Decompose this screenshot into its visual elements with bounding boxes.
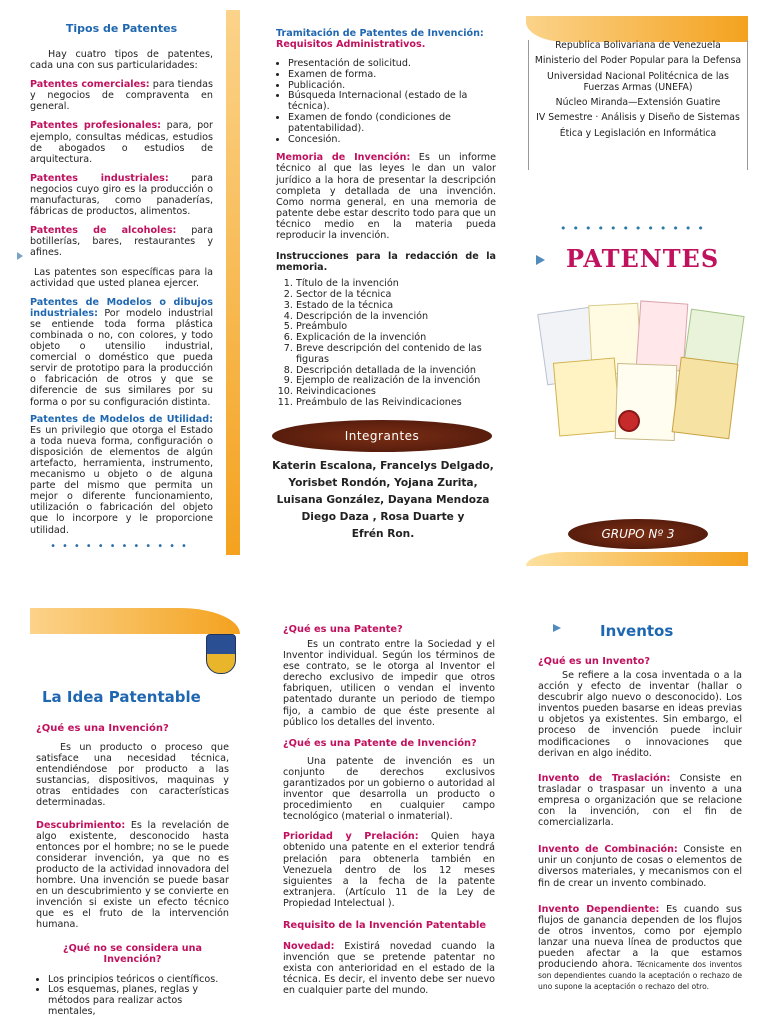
col1-bottom xyxy=(36,723,229,1018)
patent-documents-illustration xyxy=(538,290,750,450)
tramitacion-title xyxy=(276,28,496,50)
def: Quien haya obtenido una patente en el exterior tendrá prelación para obtenerla también en Venezuela dentro de los 12 meses siguientes a la fecha de la patente extranjera. (Artículo 11 de la Ley de Propiedad Intelectual ). xyxy=(283,831,495,909)
crest-icon xyxy=(206,634,236,674)
list-item: • Examen de fondo (condiciones de patentabilidad). xyxy=(288,113,496,135)
tramitacion-title-2: Requisitos Administrativos. xyxy=(276,39,426,50)
list-item: • Publicación. xyxy=(288,81,496,92)
list-item: 7. Breve descripción del contenido de las figuras xyxy=(296,344,496,366)
list-item: 4. Descripción de la invención xyxy=(296,312,496,323)
integrante-line: Luisana González, Dayana Mendoza xyxy=(276,494,490,506)
list-item: • Los esquemas, planes, reglas y métodos para realizar actos mentales, xyxy=(48,985,229,1017)
q-invento: ¿Qué es un Invento? xyxy=(538,656,651,667)
list-item: 11. Preámbulo de las Reivindicaciones xyxy=(296,398,496,409)
grupo-label: GRUPO Nº 3 xyxy=(601,527,675,541)
def: para, por ejemplo, consultas médicas, estudios de abogados o estudios de arquitectura. xyxy=(30,120,213,165)
def: Por modelo industrial se entiende toda forma plástica combinada o no, con colores, y todo objeto o utensilio industrial, comercial o doméstico que pueda servir de prototipo para la producción o fabricación de otros y que se diferencie de sus similares por su forma o por su configuración distinta. xyxy=(30,307,213,408)
header-line: Universidad Nacional Politécnica de las Fuerzas Armas (UNEFA) xyxy=(547,70,729,93)
list-item: 5. Preámbulo xyxy=(296,322,496,333)
idea-orange-swoosh xyxy=(30,608,240,634)
term: Patentes de Modelos o dibujos industriales: xyxy=(30,296,213,319)
no-invencion-list xyxy=(36,975,229,1018)
modelos-utilidad xyxy=(30,414,213,536)
tipos-title: Tipos de Patentes xyxy=(65,22,178,35)
list-item: 9. Ejemplo de realización de la invención xyxy=(296,376,496,387)
list-item: • Presentación de solicitud. xyxy=(288,59,496,70)
col2-bottom xyxy=(283,624,495,1001)
traslacion-text xyxy=(538,773,742,828)
term: Invento de Traslación: xyxy=(538,772,671,784)
grupo-banner xyxy=(568,519,708,549)
tipo-profesionales xyxy=(30,120,213,164)
novedad-text xyxy=(283,941,495,996)
requisito-title: Requisito de la Invención Patentable xyxy=(283,919,487,931)
especificas-text: Las patentes son específicas para la actividad que usted planea ejercer. xyxy=(30,266,213,289)
instrucciones-title: Instrucciones para la redacción de la memoria. xyxy=(276,251,496,274)
tramitacion-title-1: Tramitación de Patentes de Invención: xyxy=(276,28,484,39)
term: Prioridad y Prelación: xyxy=(283,831,419,843)
term: Descubrimiento: xyxy=(36,819,126,831)
col1-orange-strip xyxy=(226,10,240,555)
cover-arrow-icon xyxy=(536,255,545,265)
cover-header xyxy=(528,40,748,170)
document-sheet xyxy=(672,357,739,440)
term: Patentes profesionales: xyxy=(30,120,161,132)
list-item: 1. Título de la invención xyxy=(296,279,496,290)
seal-icon xyxy=(618,410,640,432)
col2 xyxy=(276,28,496,409)
col3-bottom xyxy=(538,656,742,992)
term: Invento Dependiente: xyxy=(538,903,660,915)
page-bottom xyxy=(0,590,768,1024)
def: Es la revelación de algo existente, desconocido hasta entonces por el hombre; no se le puede considerar invención, ya que no es producto de la actividad innovadora del hombre. Una invención se puede basar en un descubrimiento y se convierte en invención si existe un efecto técnico que es el fruto de la intervención humana. xyxy=(36,819,229,931)
term: Memoria de Invención: xyxy=(276,152,411,164)
q-no-invencion-1: ¿Qué no se considera una xyxy=(63,942,202,954)
def: Es un privilegio que otorga el Estado a toda nueva forma, configuración o disposición de elementos de algún artefacto, herramienta, instrumento, mecanismo u objeto o de alguna parte del mismo que permita un mejor o diferente funcionamiento, utilización o fabricación del objeto que lo incorpore y le proporcione utilidad. xyxy=(30,424,213,536)
def: Consiste en unir un conjunto de cosas o elementos de diversos materiales, y mecanismos con el fin de crear un invento combinado. xyxy=(538,844,743,889)
q-invencion: ¿Qué es una Invención? xyxy=(36,723,169,734)
tipo-alcoholes xyxy=(30,225,213,258)
term: Patentes de alcoholes: xyxy=(30,225,177,237)
q-patente: ¿Qué es una Patente? xyxy=(283,624,403,635)
descubrimiento-text xyxy=(36,820,229,931)
def: para negocios cuyo giro es la producción o manufacturas, como panaderías, fábricas de productos, alimentos. xyxy=(30,172,214,218)
integrantes-names xyxy=(266,458,500,543)
integrantes-banner xyxy=(272,420,492,452)
term: Patentes de Modelos de Utilidad: xyxy=(30,413,213,425)
cover-title: PATENTES xyxy=(566,244,720,273)
def: para botillerías, bares, restaurantes y afines. xyxy=(30,225,213,259)
tipo-industriales xyxy=(30,173,213,217)
q-patente-invencion: ¿Qué es una Patente de Invención? xyxy=(283,737,477,749)
patente-text: Es un contrato entre la Sociedad y el Inventor individual. Según los términos de ese contrato, se le otorga al Inventor el derecho exclusivo de impedir que otros fabriquen, utilicen o vendan el invento patentado durante un periodo de tiempo fijo, a cambio de que éste presente al público los detalles del invento. xyxy=(283,639,495,728)
cover-orange-swoosh-bottom xyxy=(526,552,748,566)
term: Patentes industriales: xyxy=(30,172,169,184)
document-sheet xyxy=(553,357,621,436)
q-no-invencion-2: Invención? xyxy=(103,953,162,965)
patente-invencion-text: Una patente de invención es un conjunto de derechos exclusivos garantizados por un gobierno o autoridad al inventor que desarrolla un producto o procedimiento en cualquier campo tecnológico (material o inmaterial). xyxy=(283,755,495,823)
bullet-arrow-icon xyxy=(17,252,23,260)
list-item: 2. Sector de la técnica xyxy=(296,290,496,301)
modelos-industriales xyxy=(30,297,213,408)
cover-dots: •••••••••••• xyxy=(560,222,710,235)
list-item: • Búsqueda Internacional (estado de la técnica). xyxy=(288,91,496,113)
integrantes-label: Integrantes xyxy=(344,429,420,443)
tipos-intro: Hay cuatro tipos de patentes, cada una con sus particularidades: xyxy=(30,49,213,72)
invento-text: Se refiere a la cosa inventada o a la acción y efecto de inventar (hallar o descubrir algo nuevo o desconocido). Los inventos pueden basarse en ideas previas u objetos ya existentes. Sin embargo, el proceso de invención puede incluir modificaciones o innovaciones que derivan en algo inédito. xyxy=(538,670,742,759)
prioridad-text xyxy=(283,831,495,909)
cover-orange-swoosh xyxy=(526,16,748,42)
list-item: 3. Estado de la técnica xyxy=(296,301,496,312)
integrante-line: Diego Daza , Rosa Duarte y xyxy=(301,511,465,523)
integrante-line: Yorisbet Rondón, Yojana Zurita, xyxy=(288,477,478,489)
q-no-invencion xyxy=(36,943,229,965)
tipo-comerciales xyxy=(30,79,213,112)
term: Patentes comerciales: xyxy=(30,79,150,91)
list-item: 8. Descripción detallada de la invención xyxy=(296,366,496,377)
inventos-arrow-icon xyxy=(553,624,561,632)
header-line: Núcleo Miranda—Extensión Guatire xyxy=(555,97,721,109)
list-item: • Concesión. xyxy=(288,135,496,146)
def: Consiste en trasladar o traspasar un invento a una empresa o organización que se relacione con la invención, con el fin de comercializarla. xyxy=(538,772,742,829)
requisitos-list xyxy=(276,59,496,145)
invencion-text: Es un producto o proceso que satisface una necesidad técnica, entendiéndose por producto a las sustancias, dispositivos, maquinas y otras entidades con características determinadas. xyxy=(36,742,229,809)
def: para tiendas y negocios de compraventa en general. xyxy=(30,79,213,113)
integrante-line: Katerin Escalona, Francelys Delgado, xyxy=(272,460,494,472)
def: Existirá novedad cuando la invención que se pretende patentar no exista con anterioridad en el estado de la técnica. Es decir, el invento debe ser nuevo en cualquier parte del mundo. xyxy=(283,940,495,997)
dependiente-small: Técnicamente dos inventos son dependientes cuando la aceptación o rechazo de uno supone la aceptación o rechazo del otro. xyxy=(538,960,742,992)
header-line: Ética y Legislación en Informática xyxy=(559,127,717,139)
idea-title: La Idea Patentable xyxy=(42,688,201,706)
inventos-title: Inventos xyxy=(600,622,674,640)
instrucciones-list xyxy=(276,279,496,409)
combinacion-text xyxy=(538,844,742,888)
memoria-text xyxy=(276,152,496,241)
dots-divider: •••••••••••• xyxy=(50,540,193,552)
header-line: Ministerio del Poder Popular para la Defensa xyxy=(534,55,742,67)
list-item: • Los principios teóricos o científicos. xyxy=(48,975,229,986)
list-item: • Examen de forma. xyxy=(288,70,496,81)
integrante-line: Efrén Ron. xyxy=(351,528,415,540)
def: Es cuando sus flujos de ganancia dependen de los flujos de otros inventos, como por ejemplo lanzar una nueva línea de productos que pueden afectar a la que estamos produciendo ahora. xyxy=(538,903,742,971)
term: Invento de Combinación: xyxy=(538,844,678,856)
dependiente-text xyxy=(538,904,742,993)
col1 xyxy=(30,22,213,552)
def: Es un informe técnico al que las leyes le dan un valor jurídico a la hora de presentar la descripción completa y detallada de una invención. Como norma general, en una memoria de patente debe estar descrito todo para que un técnico medio en la materia pueda reproducir la invención. xyxy=(276,152,496,242)
list-item: 6. Explicación de la invención xyxy=(296,333,496,344)
header-line: IV Semestre · Análisis y Diseño de Sistemas xyxy=(536,112,740,124)
list-item: 10. Reivindicaciones xyxy=(296,387,496,398)
header-line: Republica Bolivariana de Venezuela xyxy=(555,40,721,51)
term: Novedad: xyxy=(283,940,335,952)
